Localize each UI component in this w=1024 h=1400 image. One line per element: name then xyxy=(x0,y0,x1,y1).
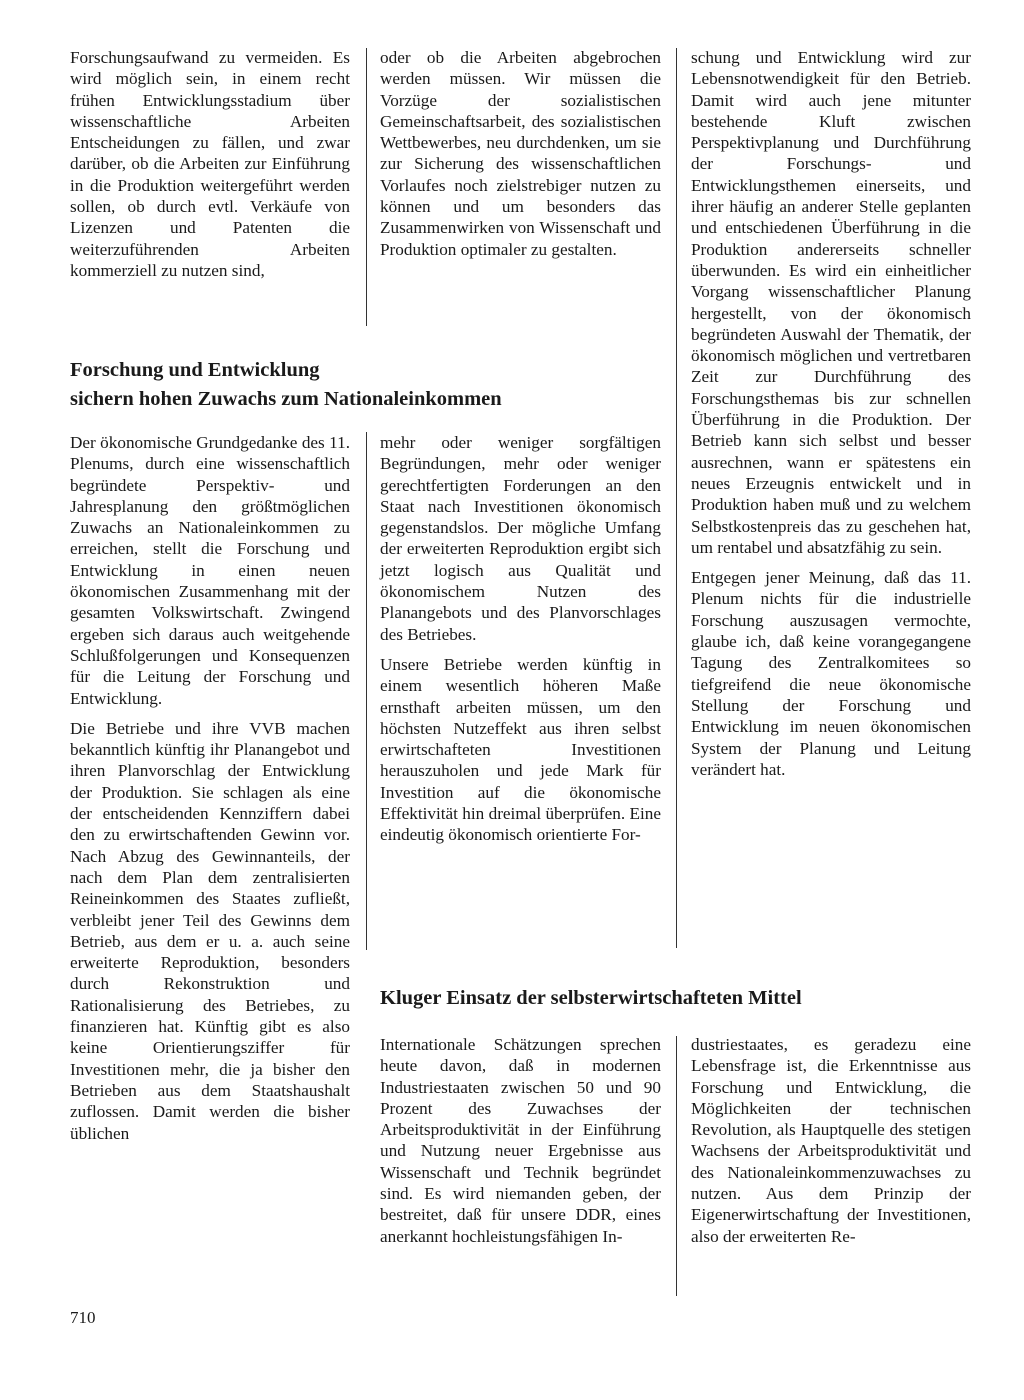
paragraph: Internationale Schätzungen sprechen heute davon, daß in modernen Industriestaaten zwischen 50 und 90 Prozent des Zuwachses der Arbeitsproduktivität in der Einführung und Nutzung neuer Ergebnisse aus Wissenschaft und Technik begründet sind. Es wird niemanden geben, der bestreitet, daß für unsere DDR, eines anerkannt hochleistungsfähigen In- xyxy=(380,1035,661,1246)
paragraph: Forschungsaufwand zu vermeiden. Es wird möglich sein, in einem recht frühen Entwicklungsstadium über wissenschaftliche Arbeiten Entscheidungen zu fällen, und zwar darüber, ob die Arbeiten zur Einführung in die Produktion weitergeführt werden sollen, ob durch evtl. Verkäufe von Lizenzen und Patenten die weiterzuführenden Arbeiten kommerziell zu nutzen sind, xyxy=(70,48,350,280)
right-column xyxy=(691,47,971,780)
paragraph: dustriestaates, es geradezu eine Lebensfrage ist, die Erkenntnisse aus Forschung und Entwicklung, die Möglichkeiten der technischen Revolution, als Hauptquelle des stetigen Wachsens der Arbeitsproduktivität und des Nationaleinkommenzuwachses zu nutzen. Aus dem Prinzip der Eigenerwirtschaftung der Investitionen, also der erweiterten Re- xyxy=(691,1035,971,1246)
paragraph: schung und Entwicklung wird zur Lebensnotwendigkeit für den Betrieb. Damit wird auch jene mitunter bestehende Kluft zwischen Perspektivplanung und Durchführung der Forschungs- und Entwicklungsthemen einerseits, und ihrer häufig an anderer Stelle geplanten und entschiedenen Überführung in die Produktion andererseits schneller überwunden. Es wird ein einheitlicher Vorgang wissenschaftlicher Planung hergestellt, von der ökonomisch begründeten Auswahl der Thematik, der ökonomisch möglichen und vertretbaren Zeit zur Durchführung des Forschungsthemas bis zur schnellen Überführung in die Produktion. Der Betrieb kann sich selbst und besser ausrechnen, wann er spätestens ein neues Erzeugnis entwickelt und in Produktion haben muß und zu welchem Selbstkostenpreis das zu geschehen hat, um rentabel und absatzfähig zu sein. xyxy=(691,48,971,557)
heading-line-2: sichern hohen Zuwachs zum Nationaleinkommen xyxy=(70,388,502,410)
heading-line-1: Forschung und Entwicklung xyxy=(70,359,320,381)
column-rule xyxy=(676,1036,677,1296)
column-rule xyxy=(366,48,367,326)
section2-column-2 xyxy=(691,1034,971,1247)
paragraph: Unsere Betriebe werden künftig in einem wesentlich höheren Maße ernsthaft arbeiten müssen, um den höchsten Nutzeffekt aus ihren selbst erwirtschafteten Investitionen herauszuholen und jede Mark für Investition auf die ökonomische Effektivität hin dreimal überprüfen. Eine eindeutig ökonomisch orientierte For- xyxy=(380,654,661,845)
paragraph: Der ökonomische Grundgedanke des 11. Plenums, durch eine wissenschaftlich begründete Perspektiv- und Jahresplanung den größtmöglichen Zuwachs an Nationaleinkommen zu erreichen, stellt die Forschung und Entwicklung in einen neuen ökonomischen Zusammenhang mit der gesamten Volkswirtschaft. Zwingend ergeben sich daraus auch weitgehende Schlußfolgerungen und Konsequenzen für die Leitung der Forschung und Entwicklung. xyxy=(70,433,350,708)
page-number: 710 xyxy=(70,1308,96,1327)
section1-column-1 xyxy=(70,432,350,1144)
column-rule xyxy=(366,432,367,950)
section-heading-2 xyxy=(380,984,802,1013)
column-rule xyxy=(676,48,677,948)
section-heading-1 xyxy=(70,356,502,414)
paragraph: Die Betriebe und ihre VVB machen bekanntlich künftig ihr Planangebot und ihren Planvorschlag der Entwicklung der Produktion. Sie schlagen als eine der entscheidenden Kennziffern dabei den zu erwirtschaftenden Gewinn vor. Nach Abzug des Gewinnanteils, der nach dem Plan dem zentralisierten Reineinkommen des Staates zufließt, verbleibt jener Teil des Gewinns dem Betrieb, aus dem er u. a. auch seine erweiterte Reproduktion, besonders durch Rekonstruktion und Rationalisierung des Betriebes, zu finanzieren hat. Künftig gibt es also keine Orientierungsziffer für Investitionen mehr, die ja bisher den Betrieben aus dem Staatshaushalt zuflossen. Damit werden die bisher üblichen xyxy=(70,718,350,1143)
paragraph: oder ob die Arbeiten abgebrochen werden müssen. Wir müssen die Vorzüge der sozialistischen Gemeinschaftsarbeit, des sozialistischen Wettbewerbes, neu durchdenken, um sie zur Sicherung des wissenschaftlichen Vorlaufes noch zielstrebiger nutzen zu können und um besonders das Zusammenwirken von Wissenschaft und Produktion optimaler zu gestalten. xyxy=(380,48,661,259)
paragraph: Entgegen jener Meinung, daß das 11. Plenum nichts für die industrielle Forschung auszusagen vermochte, glaube ich, daß keine vorangegangene Tagung des Zentralkomitees so tiefgreifend die neue ökonomische Stellung der Forschung und Entwicklung im neuen ökonomischen System der Planung und Leitung verändert hat. xyxy=(691,568,971,779)
top-column-2 xyxy=(380,47,661,260)
top-column-1 xyxy=(70,47,350,281)
section1-column-2 xyxy=(380,432,661,846)
paragraph: mehr oder weniger sorgfältigen Begründungen, mehr oder weniger gerechtfertigten Forderungen an den Staat nach Investitionen ökonomisch gegenstandslos. Der mögliche Umfang der erweiterten Reproduktion ergibt sich jetzt logisch aus Qualität und ökonomischem Nutzen des Planangebots und des Planvorschlages des Betriebes. xyxy=(380,433,661,644)
heading-line: Kluger Einsatz der selbsterwirtschafteten Mittel xyxy=(380,987,802,1009)
section2-column-1 xyxy=(380,1034,661,1247)
